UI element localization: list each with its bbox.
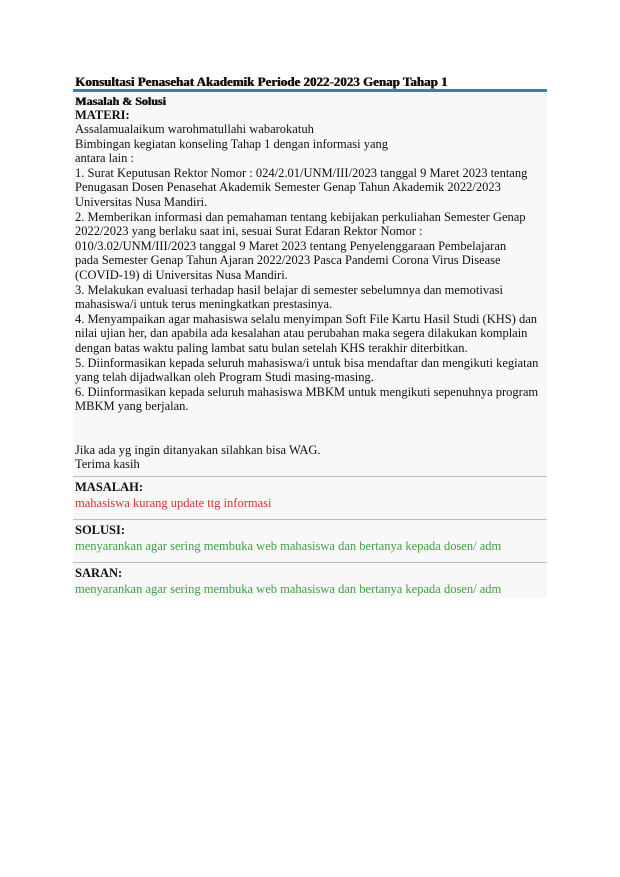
materi-line: Universitas Nusa Mandiri. (75, 194, 208, 209)
solusi-heading: SOLUSI: (75, 523, 126, 537)
document-title: Konsultasi Penasehat Akademik Periode 2022-2023 Genap Tahap 1 (75, 74, 448, 89)
section-divider (73, 476, 547, 477)
materi-line: mahasiswa/i untuk terus meningkatkan prestasinya. (75, 297, 333, 312)
materi-line: 3. Melakukan evaluasi terhadap hasil belajar di semester sebelumnya dan memotivasi (75, 282, 503, 297)
materi-line: 4. Menyampaikan agar mahasiswa selalu menyimpan Soft File Kartu Hasil Studi (KHS) dan (75, 311, 538, 326)
materi-line: 6. Diinformasikan kepada seluruh mahasiswa MBKM untuk mengikuti sepenuhnya program (75, 384, 539, 399)
materi-line: antara lain : (75, 151, 134, 166)
masalah-text: mahasiswa kurang update ttg informasi (75, 496, 272, 510)
saran-text: menyarankan agar sering membuka web mahasiswa dan bertanya kepada dosen/ adm (75, 582, 502, 596)
materi-body (75, 122, 547, 472)
title-underline (73, 89, 547, 92)
materi-line: 1. Surat Keputusan Rektor Nomor : 024/2.01/UNM/III/2023 tanggal 9 Maret 2023 tentang (75, 165, 528, 180)
materi-line: yang telah dijadwalkan oleh Program Studi masing-masing. (75, 370, 374, 385)
materi-line: 5. Diinformasikan kepada seluruh mahasiswa/i untuk bisa mendaftar dan mengikuti kegiatan (75, 355, 539, 370)
materi-line: dengan batas waktu paling lambat satu bulan setelah KHS terakhir diterbitkan. (75, 340, 468, 355)
materi-spacer (75, 414, 547, 443)
saran-heading: SARAN: (75, 566, 123, 580)
materi-line: MBKM yang berjalan. (75, 399, 189, 414)
section-divider (73, 562, 547, 563)
materi-line: 010/3.02/UNM/III/2023 tanggal 9 Maret 2023 tentang Penyelenggaraan Pembelajaran (75, 238, 507, 253)
materi-line: nilai ujian her, dan apabila ada kesalahan atau perubahan maka segera dilakukan komplain (75, 326, 528, 341)
document-subtitle: Masalah & Solusi (75, 94, 166, 108)
materi-closing-line: Jika ada yg ingin ditanyakan silahkan bisa WAG. (75, 442, 321, 457)
materi-line: Penugasan Dosen Penasehat Akademik Semester Genap Tahun Akademik 2022/2023 (75, 180, 501, 195)
materi-line: 2022/2023 yang berlaku saat ini, sesuai Surat Edaran Rektor Nomor : (75, 224, 423, 239)
content-panel (73, 93, 547, 598)
materi-closing-line: Terima kasih (75, 457, 140, 472)
masalah-heading: MASALAH: (75, 480, 144, 494)
materi-line: Bimbingan kegiatan konseling Tahap 1 dengan informasi yang (75, 136, 389, 151)
materi-line: (COVID-19) di Universitas Nusa Mandiri. (75, 267, 288, 282)
materi-line: pada Semester Genap Tahun Ajaran 2022/2023 Pasca Pandemi Corona Virus Disease (75, 253, 501, 268)
materi-heading: MATERI: (75, 108, 130, 122)
materi-line: 2. Memberikan informasi dan pemahaman tentang kebijakan perkuliahan Semester Genap (75, 209, 526, 224)
section-divider (73, 519, 547, 520)
solusi-text: menyarankan agar sering membuka web mahasiswa dan bertanya kepada dosen/ adm (75, 539, 502, 553)
materi-line: Assalamualaikum warohmatullahi wabarokatuh (75, 122, 314, 136)
